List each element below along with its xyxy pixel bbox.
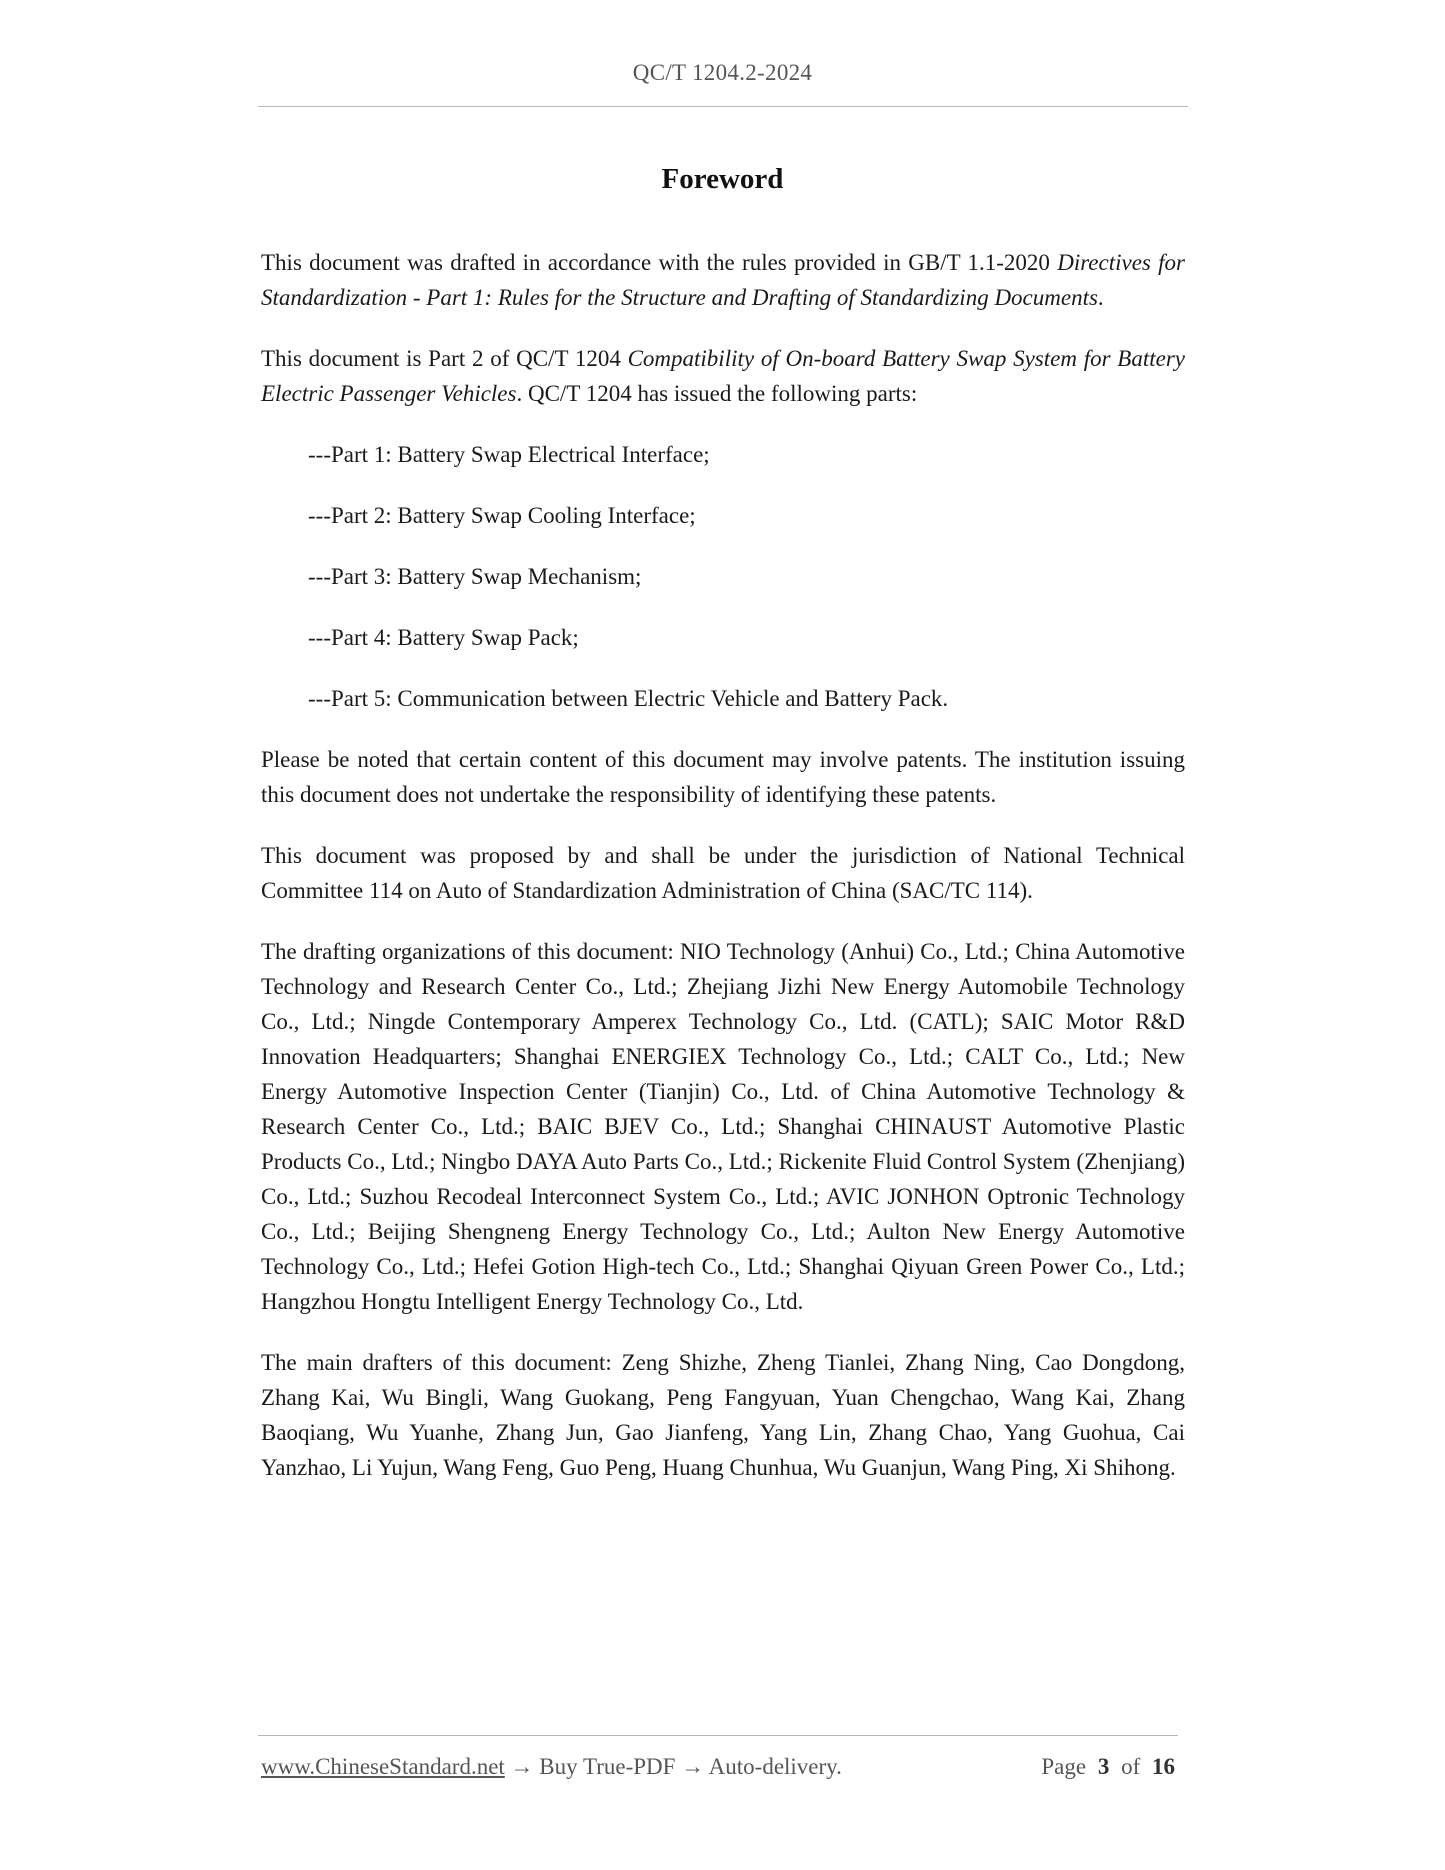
part-list-item: ---Part 4: Battery Swap Pack; — [308, 625, 579, 650]
paragraph-part-info — [261, 341, 1185, 411]
paragraph-jurisdiction: This document was proposed by and shall be under the jurisdiction of National Technical Committee 114 on Auto of Standardization Administration of China (SAC/TC 114). — [261, 843, 1185, 903]
standard-title: Compatibility of On-board Battery Swap System for Battery Electric Passenger Vehicles — [261, 346, 1185, 406]
part-list-item: ---Part 2: Battery Swap Cooling Interface; — [308, 503, 696, 528]
page-title: Foreword — [661, 163, 784, 195]
paragraph-main-drafters: The main drafters of this document: Zeng Shizhe, Zheng Tianlei, Zhang Ning, Cao Dongdong, Zhang Kai, Wu Bingli, Wang Guokang, Peng Fangyuan, Yuan Chengchao, Wang Kai, Zhang Baoqiang, Wu Yuanhe, Zhang Jun, Gao Jianfeng, Yang Lin, Zhang Chao, Yang Guohua, Cai Yanzhao, Li Yujun, Wang Feng, Guo Peng, Huang Chunhua, Wu Guanjun, Wang Ping, Xi Shihong. — [261, 1350, 1185, 1480]
paragraph-drafting-rules — [261, 245, 1185, 315]
part-list-item: ---Part 1: Battery Swap Electrical Interface; — [308, 442, 710, 467]
footer-tagline: → Buy True-PDF → Auto-delivery. — [504, 1754, 842, 1779]
paragraph-text: This document was drafted in accordance with the rules provided in GB/T 1.1-2020 — [261, 250, 1058, 275]
total-pages-number: 16 — [1152, 1754, 1175, 1779]
page-label: Page — [1041, 1754, 1087, 1779]
directive-title: Directives for Standardization - Part 1: Rules for the Structure and Drafting of Standardizing Documents — [261, 250, 1185, 310]
paragraph-patents: Please be noted that certain content of this document may involve patents. The institution issuing this document does not undertake the responsibility of identifying these patents. — [261, 747, 1185, 807]
part-list-item: ---Part 3: Battery Swap Mechanism; — [308, 564, 642, 589]
page-number-indicator — [1038, 1754, 1178, 1780]
footer-divider — [258, 1735, 1178, 1736]
page-of-label: of — [1121, 1754, 1141, 1779]
document-code-header: QC/T 1204.2-2024 — [632, 60, 813, 85]
paragraph-text: This document is Part 2 of QC/T 1204 — [261, 346, 628, 371]
page-footer — [261, 1754, 1178, 1780]
part-list-item: ---Part 5: Communication between Electric Vehicle and Battery Pack. — [308, 686, 949, 711]
footer-left — [261, 1754, 842, 1780]
paragraph-text: . — [1097, 285, 1104, 310]
foreword-body — [261, 245, 1185, 1511]
paragraph-drafting-organizations: The drafting organizations of this document: NIO Technology (Anhui) Co., Ltd.; China Automotive Technology and Research Center Co., Ltd.; Zhejiang Jizhi New Energy Automobile Technology Co., Ltd.; Ningde Contemporary Amperex Technology Co., Ltd. (CATL); SAIC Motor R&D Innovation Headquarters; Shanghai ENERGIEX Technology Co., Ltd.; CALT Co., Ltd.; New Energy Automotive Inspection Center (Tianjin) Co., Ltd. of China Automotive Technology & Research Center Co., Ltd.; BAIC BJEV Co., Ltd.; Shanghai CHINAUST Automotive Plastic Products Co., Ltd.; Ningbo DAYA Auto Parts Co., Ltd.; Rickenite Fluid Control System (Zhenjiang) Co., Ltd.; Suzhou Recodeal Interconnect System Co., Ltd.; AVIC JONHON Optronic Technology Co., Ltd.; Beijing Shengneng Energy Technology Co., Ltd.; Aulton New Energy Automotive Technology Co., Ltd.; Hefei Gotion High-tech Co., Ltd.; Shanghai Qiyuan Green Power Co., Ltd.; Hangzhou Hongtu Intelligent Energy Technology Co., Ltd. — [261, 939, 1185, 1314]
current-page-number: 3 — [1097, 1754, 1110, 1779]
site-link[interactable]: www.ChineseStandard.net — [261, 1754, 505, 1779]
paragraph-text: . QC/T 1204 has issued the following parts: — [516, 381, 918, 406]
header-divider — [258, 106, 1188, 107]
